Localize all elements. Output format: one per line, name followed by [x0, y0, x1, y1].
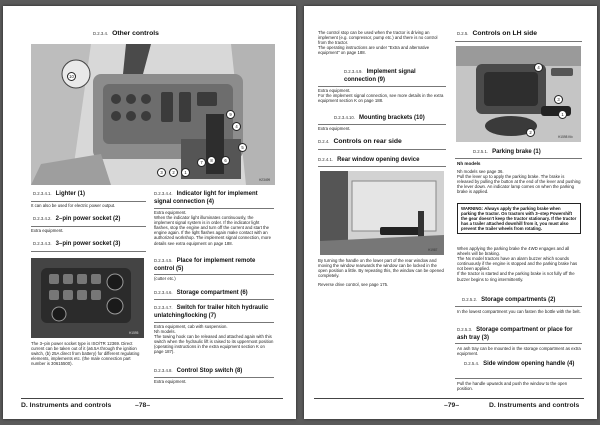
- divider: [318, 149, 446, 150]
- divider: [154, 274, 274, 275]
- intro-text: The control stop can be used when the tractor is driving an implement (e.g. compressor, pump etc.) and there is no control from the tractor. The operating instructions are under "Extra and alternative equipment" on page 188.: [318, 30, 438, 56]
- lh-side-drawing: [456, 46, 581, 142]
- lh-callout-2: 2: [526, 128, 535, 137]
- item2-heading: D.2.3.4.2. 2–pin power socket (2): [33, 216, 121, 222]
- socket-panel-figure: [31, 258, 144, 338]
- item9-heading: D.2.3.4.9. Implement signal connection (9): [344, 69, 416, 83]
- storage3-heading: D.2.5.3. Storage compartment or place for ash tray (3): [457, 327, 573, 341]
- item8-text: Extra equipment.: [154, 379, 187, 384]
- divider: [154, 377, 274, 378]
- page-footer: D. Instruments and controls: [21, 402, 112, 409]
- callout-4: 4: [232, 122, 241, 131]
- figure3-code: H1987: [428, 248, 438, 252]
- parking-brake-text-2: When applying the parking brake the 4WD engages and all wheels will be braking. The Nx model tractors have an alarm buzzer which sounds continuously if the engine is stopped and the parking brake has not been applied. If the tractor is started and the parking brake is not fully off the buzzer begins to ring intermittently.: [457, 246, 578, 282]
- item3-text: The 3–pin power socket type is ISO/TR 12369. Direct current can be taken out of it (a6.5A through the ignition switch, (b) 25A direct from battery) for different regulating elements, implements etc. (the male connection part number is 30615500).: [31, 341, 140, 367]
- divider: [318, 166, 446, 167]
- divider: [455, 158, 582, 159]
- item4-heading: D.2.3.4.4. Indicator light for implement signal connection (4): [154, 191, 258, 205]
- divider: [318, 86, 446, 87]
- section4-title: D.2.4. Controls on rear side: [318, 138, 402, 145]
- parking-brake-text: Nh models see page 36. Pull the lever up to apply the parking brake. The brake is released by pulling the button at the end of the lever and pushing the lever down. An indicator lamp comes on when the parking brake is applied.: [457, 169, 581, 195]
- cab-interior-drawing: [31, 44, 275, 185]
- item6-heading: D.2.3.4.6. Storage compartment (6): [154, 290, 248, 296]
- divider: [154, 299, 274, 300]
- nh-models-subheading: Nh models: [457, 161, 481, 166]
- parking-brake-heading: D.2.5.1. Parking brake (1): [473, 149, 541, 155]
- divider: [154, 208, 274, 209]
- item2-text: Extra equipment.: [31, 228, 64, 233]
- lh-callout-1: 1: [558, 110, 567, 119]
- right-page: [304, 6, 597, 419]
- item1-heading: D.2.3.4.1. Lighter (1): [33, 191, 85, 197]
- page-number: –79–: [444, 402, 460, 409]
- item1-text: It can also be used for electric power output.: [31, 203, 116, 208]
- lh-callout-4: 4: [534, 63, 543, 72]
- divider: [455, 306, 582, 307]
- lh-side-figure: [456, 46, 581, 142]
- rear-window-text: By turning the handle on the lower part of the rear window and moving the window rearwards the window can be locked in the open position a little. By repeating this, the window can be opened completely.: [318, 258, 444, 279]
- storage2-heading: D.2.5.2. Storage compartments (2): [462, 297, 556, 303]
- callout-1: 1: [181, 168, 190, 177]
- divider: [455, 378, 582, 379]
- divider: [318, 124, 446, 125]
- warning-box: WARNING: Always apply the parking brake when parking the tractor. On tractors with 3–step Powershift the gear doesn't keep the tractor stationary. If the tractor has a trailer attached downhill from it, you must also prevent the trailer wheels from rotating.: [457, 203, 581, 234]
- item7-heading: D.2.3.4.7. Switch for trailer hitch hydraulic unlatching/locking (7): [154, 305, 269, 319]
- page-footer: D. Instruments and controls: [489, 402, 580, 409]
- figure2-code: H1595: [129, 331, 139, 335]
- storage3-text: An ash tray can be mounted in the storage compartment as extra equipment.: [457, 346, 581, 357]
- item3-heading: D.2.3.4.3. 3–pin power socket (3): [33, 241, 121, 247]
- side-window-heading: D.2.5.4. Side window opening handle (4): [464, 361, 575, 367]
- item10-text: Extra equipment.: [318, 126, 351, 131]
- callout-6: 6: [221, 156, 230, 165]
- item7-text: Extra equipment, cab with suspension. Nh models. The towing hook can be released and attached again with this switch when the hydraulic lift is raised to its uppermost position (operating instructions in the extra equipment section K on page 187).: [154, 324, 274, 355]
- callout-10: 10: [67, 72, 76, 81]
- divider: [31, 226, 146, 227]
- callout-5: 5: [238, 143, 247, 152]
- item10-heading: D.2.3.4.10. Mounting brackets (10): [334, 115, 425, 121]
- figure1-code: H23499: [259, 178, 271, 182]
- callout-9: 9: [226, 110, 235, 119]
- footer-rule: [314, 398, 584, 399]
- footer-rule: [21, 398, 283, 399]
- left-page: [3, 6, 296, 419]
- callout-3: 3: [157, 168, 166, 177]
- item4-text: Extra equipment. When the indicator light illuminates continuously, the implement signal system is in order. If the indicator light flashes, stop the engine and turn off the current and start the engine again. If the light flashes again make contact with an authorized workshop. The implement signal connection, more details see extra equipment on page 188.: [154, 210, 271, 246]
- section5-title: D.2.5. Controls on LH side: [457, 30, 538, 37]
- rear-window-figure: [320, 171, 444, 255]
- rear-window-heading: D.2.4.1. Rear window opening device: [318, 157, 420, 163]
- figure4-code: H1598 Kfc: [558, 135, 573, 139]
- page-number: –78–: [135, 402, 151, 409]
- storage2-text: In the lowest compartment you can fasten the bottle with the belt.: [457, 309, 581, 314]
- section-title: D.2.3.4. Other controls: [93, 30, 159, 37]
- callout-8: 8: [207, 156, 216, 165]
- item9-text: Extra equipment. For the implement signal connection, see more details in the extra equipment section K on page 188.: [318, 88, 444, 104]
- item5-text: (cutter etc.): [154, 276, 176, 281]
- callout-7: 7: [197, 158, 206, 167]
- side-window-text: Pull the handle upwards and push the window to the open position.: [457, 381, 568, 392]
- rear-window-drawing: [320, 171, 444, 255]
- socket-panel-drawing: [31, 258, 144, 338]
- divider: [31, 201, 146, 202]
- divider: [455, 343, 582, 344]
- rear-window-ref: Reverse drive control, see page 175.: [318, 282, 389, 287]
- callout-2: 2: [169, 168, 178, 177]
- divider: [154, 322, 274, 323]
- lh-callout-3: 3: [554, 95, 563, 104]
- cab-interior-figure: [31, 44, 275, 185]
- item8-heading: D.2.3.4.8. Control Stop switch (8): [154, 368, 243, 374]
- divider: [31, 251, 146, 252]
- divider: [455, 41, 582, 42]
- item5-heading: D.2.3.4.5. Place for implement remote control (5): [154, 258, 256, 272]
